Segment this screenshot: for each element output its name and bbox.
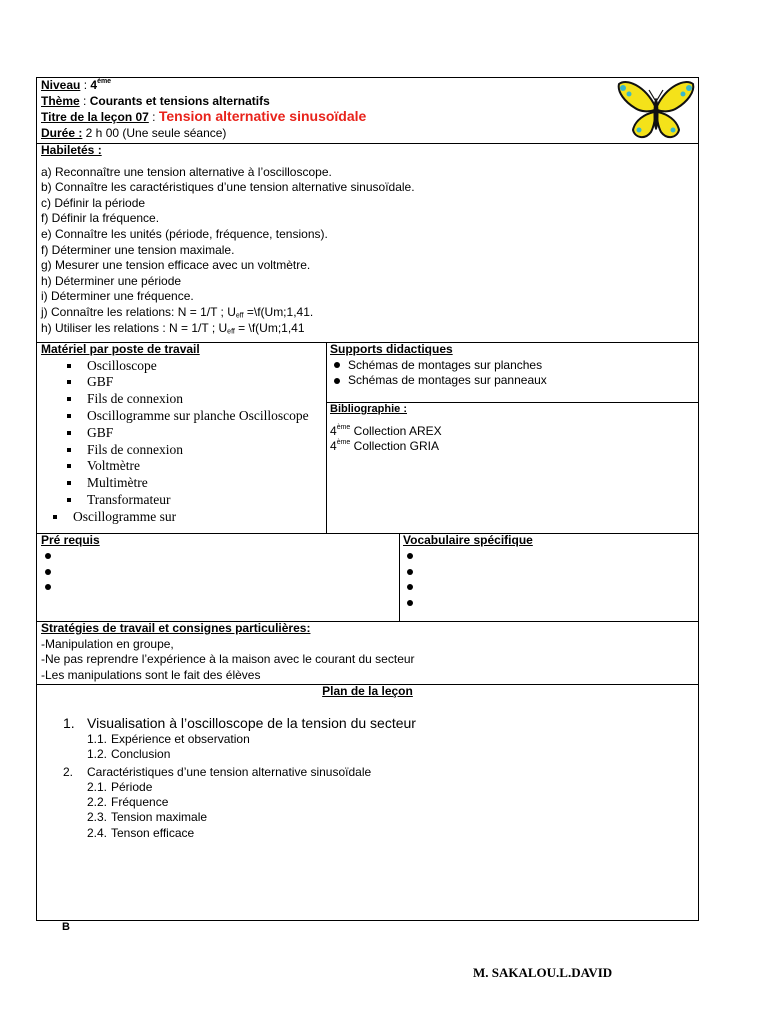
plan-text: Visualisation à l’oscilloscope de la tension du secteur xyxy=(87,714,416,731)
materiel-item: Oscillogramme sur planche Oscilloscope xyxy=(41,408,323,425)
header xyxy=(41,78,366,141)
strategy-item: -Ne pas reprendre l’expérience à la maison avec le courant du secteur xyxy=(41,652,415,667)
divider xyxy=(326,342,327,533)
relation-sub: eff xyxy=(235,312,244,320)
prerequis-section xyxy=(41,533,100,595)
supports-title: Supports didactiques xyxy=(330,342,453,356)
bibliographie-item xyxy=(330,439,442,455)
plan-subsection-item xyxy=(63,795,698,810)
duree-label: Durée : xyxy=(41,125,83,140)
plan-sub-text: Fréquence xyxy=(111,795,169,810)
vocabulaire-item xyxy=(403,564,533,580)
niveau-value: 4 xyxy=(90,78,98,92)
plan-section-item xyxy=(63,764,698,780)
materiel-item xyxy=(41,509,323,526)
habilete-item: a) Reconnaître une tension alternative à l’oscilloscope. xyxy=(41,164,332,179)
plan-sub-text: Période xyxy=(111,780,153,794)
prerequis-item xyxy=(41,580,100,596)
habilete-item xyxy=(41,321,415,337)
materiel-item: GBF xyxy=(41,374,323,391)
plan-section-item xyxy=(63,714,698,732)
materiel-item: GBF xyxy=(41,425,323,442)
materiel-item: Multimètre xyxy=(41,475,323,492)
plan-subsection-item xyxy=(63,826,698,841)
duree-value: 2 h 00 (Une seule séance) xyxy=(82,125,227,140)
materiel-section xyxy=(41,342,323,526)
bibliographie-list xyxy=(330,424,442,455)
supports-list xyxy=(330,358,547,389)
divider xyxy=(37,533,698,534)
plan-sub-num: 2.4. xyxy=(87,825,108,840)
plan-sub-num: 2.3. xyxy=(87,810,108,825)
materiel-item: Oscilloscope xyxy=(41,358,323,375)
theme-label: Thème xyxy=(41,93,80,108)
prerequis-title: Pré requis xyxy=(41,533,100,547)
vocabulaire-item xyxy=(403,580,533,596)
supports-section xyxy=(330,342,547,389)
bibliographie-section xyxy=(330,402,442,455)
bib-sup: ème xyxy=(336,423,351,431)
plan-sub-num: 1.1. xyxy=(87,731,108,746)
habilete-item: f) Déterminer une tension maximale. xyxy=(41,242,235,257)
bib-sup: ème xyxy=(336,439,351,447)
prerequis-item xyxy=(41,549,100,565)
materiel-item: Fils de connexion xyxy=(41,442,323,459)
strategies-section xyxy=(41,621,415,683)
plan-sub-text: Tenson efficace xyxy=(111,825,195,840)
bibliographie-item xyxy=(330,424,442,440)
duree-line xyxy=(41,126,366,142)
plan-sub-text: Conclusion xyxy=(111,746,171,761)
relation-text: h) Utiliser les relations : N = 1/T ; U xyxy=(41,320,228,335)
bullet xyxy=(53,515,57,519)
divider xyxy=(399,533,400,621)
plan-subsection-item xyxy=(63,780,698,795)
habilete-item: e) Connaître les unités (période, fréquence, tensions). xyxy=(41,226,328,241)
habilete-item: h) Déterminer une période xyxy=(41,273,182,288)
relation-sub: eff xyxy=(227,328,235,336)
plan-sub-num: 2.2. xyxy=(87,795,108,810)
materiel-list xyxy=(41,358,323,509)
plan-subsection-item xyxy=(63,810,698,825)
plan-sub-text: Expérience et observation xyxy=(111,731,250,746)
materiel-item: Voltmètre xyxy=(41,458,323,475)
plan-num: 2. xyxy=(63,765,74,779)
butterfly-icon xyxy=(615,78,697,146)
separator: : xyxy=(80,78,91,92)
relation-text: =\f(Um;1,41. xyxy=(243,304,314,319)
plan-section xyxy=(37,684,698,841)
habilete-item: g) Mesurer une tension efficace avec un voltmètre. xyxy=(41,258,311,273)
strategy-item: -Les manipulations sont le fait des élèves xyxy=(41,667,261,682)
bib-num: 4 xyxy=(330,423,337,438)
habilete-item: f) Définir la fréquence. xyxy=(41,211,160,226)
vocabulaire-title: Vocabulaire spécifique xyxy=(403,533,533,547)
plan-title: Plan de la leçon xyxy=(322,684,413,698)
niveau-label: Niveau xyxy=(41,78,81,92)
supports-item: Schémas de montages sur planches xyxy=(330,358,547,374)
theme-value: Courants et tensions alternatifs xyxy=(89,93,270,108)
plan-sub-num: 2.1. xyxy=(87,780,108,794)
relation-text: = \f(Um;1,41 xyxy=(234,320,305,335)
strategies-list xyxy=(41,637,415,684)
habilete-item: i) Déterminer une fréquence. xyxy=(41,289,194,304)
plan-subsection-item xyxy=(63,747,698,762)
theme-line xyxy=(41,94,366,110)
habilete-item: b) Connaître les caractéristiques d’une tension alternative sinusoïdale. xyxy=(41,180,415,195)
plan-sub-text: Tension maximale xyxy=(111,810,208,825)
relation-text: j) Connaître les relations: N = 1/T ; U xyxy=(41,304,236,319)
niveau-sup: ème xyxy=(97,78,112,85)
bib-num: 4 xyxy=(330,439,337,454)
prerequis-item xyxy=(41,564,100,580)
strategy-item: -Manipulation en groupe, xyxy=(41,636,174,651)
plan-sub-num: 1.2. xyxy=(87,746,108,761)
separator: : xyxy=(79,93,90,108)
plan-text: Caractéristiques d’une tension alternative sinusoïdale xyxy=(87,765,372,779)
bib-text: Collection AREX xyxy=(350,423,442,438)
vocabulaire-item xyxy=(403,549,533,565)
separator: : xyxy=(148,110,159,125)
materiel-title: Matériel par poste de travail xyxy=(41,342,200,356)
habiletes-section xyxy=(41,143,415,336)
habiletes-title: Habiletés : xyxy=(41,143,102,157)
vocabulaire-section xyxy=(403,533,533,611)
lesson-sheet xyxy=(36,77,699,921)
titre-line xyxy=(41,109,366,126)
titre-label: Titre de la leçon 07 xyxy=(41,110,149,125)
bib-text: Collection GRIA xyxy=(350,439,440,454)
materiel-item-label: Oscillogramme sur xyxy=(73,508,177,524)
plan-subsection-item xyxy=(63,732,698,747)
materiel-item: Transformateur xyxy=(41,492,323,509)
plan-num: 1. xyxy=(63,714,75,731)
lesson-title: Tension alternative sinusoïdale xyxy=(158,108,367,125)
materiel-item: Fils de connexion xyxy=(41,391,323,408)
author-name: M. SAKALOU.L.DAVID xyxy=(473,965,613,980)
page-mark: B xyxy=(62,921,70,933)
habilete-item: c) Définir la période xyxy=(41,195,146,210)
strategies-title: Stratégies de travail et consignes particulières: xyxy=(41,621,311,635)
habilete-item xyxy=(41,305,415,321)
supports-item: Schémas de montages sur panneaux xyxy=(330,373,547,389)
niveau-line xyxy=(41,78,366,94)
plan-list xyxy=(37,714,698,841)
vocabulaire-item xyxy=(403,595,533,611)
bibliographie-title: Bibliographie : xyxy=(330,403,407,415)
habiletes-list xyxy=(41,165,415,305)
